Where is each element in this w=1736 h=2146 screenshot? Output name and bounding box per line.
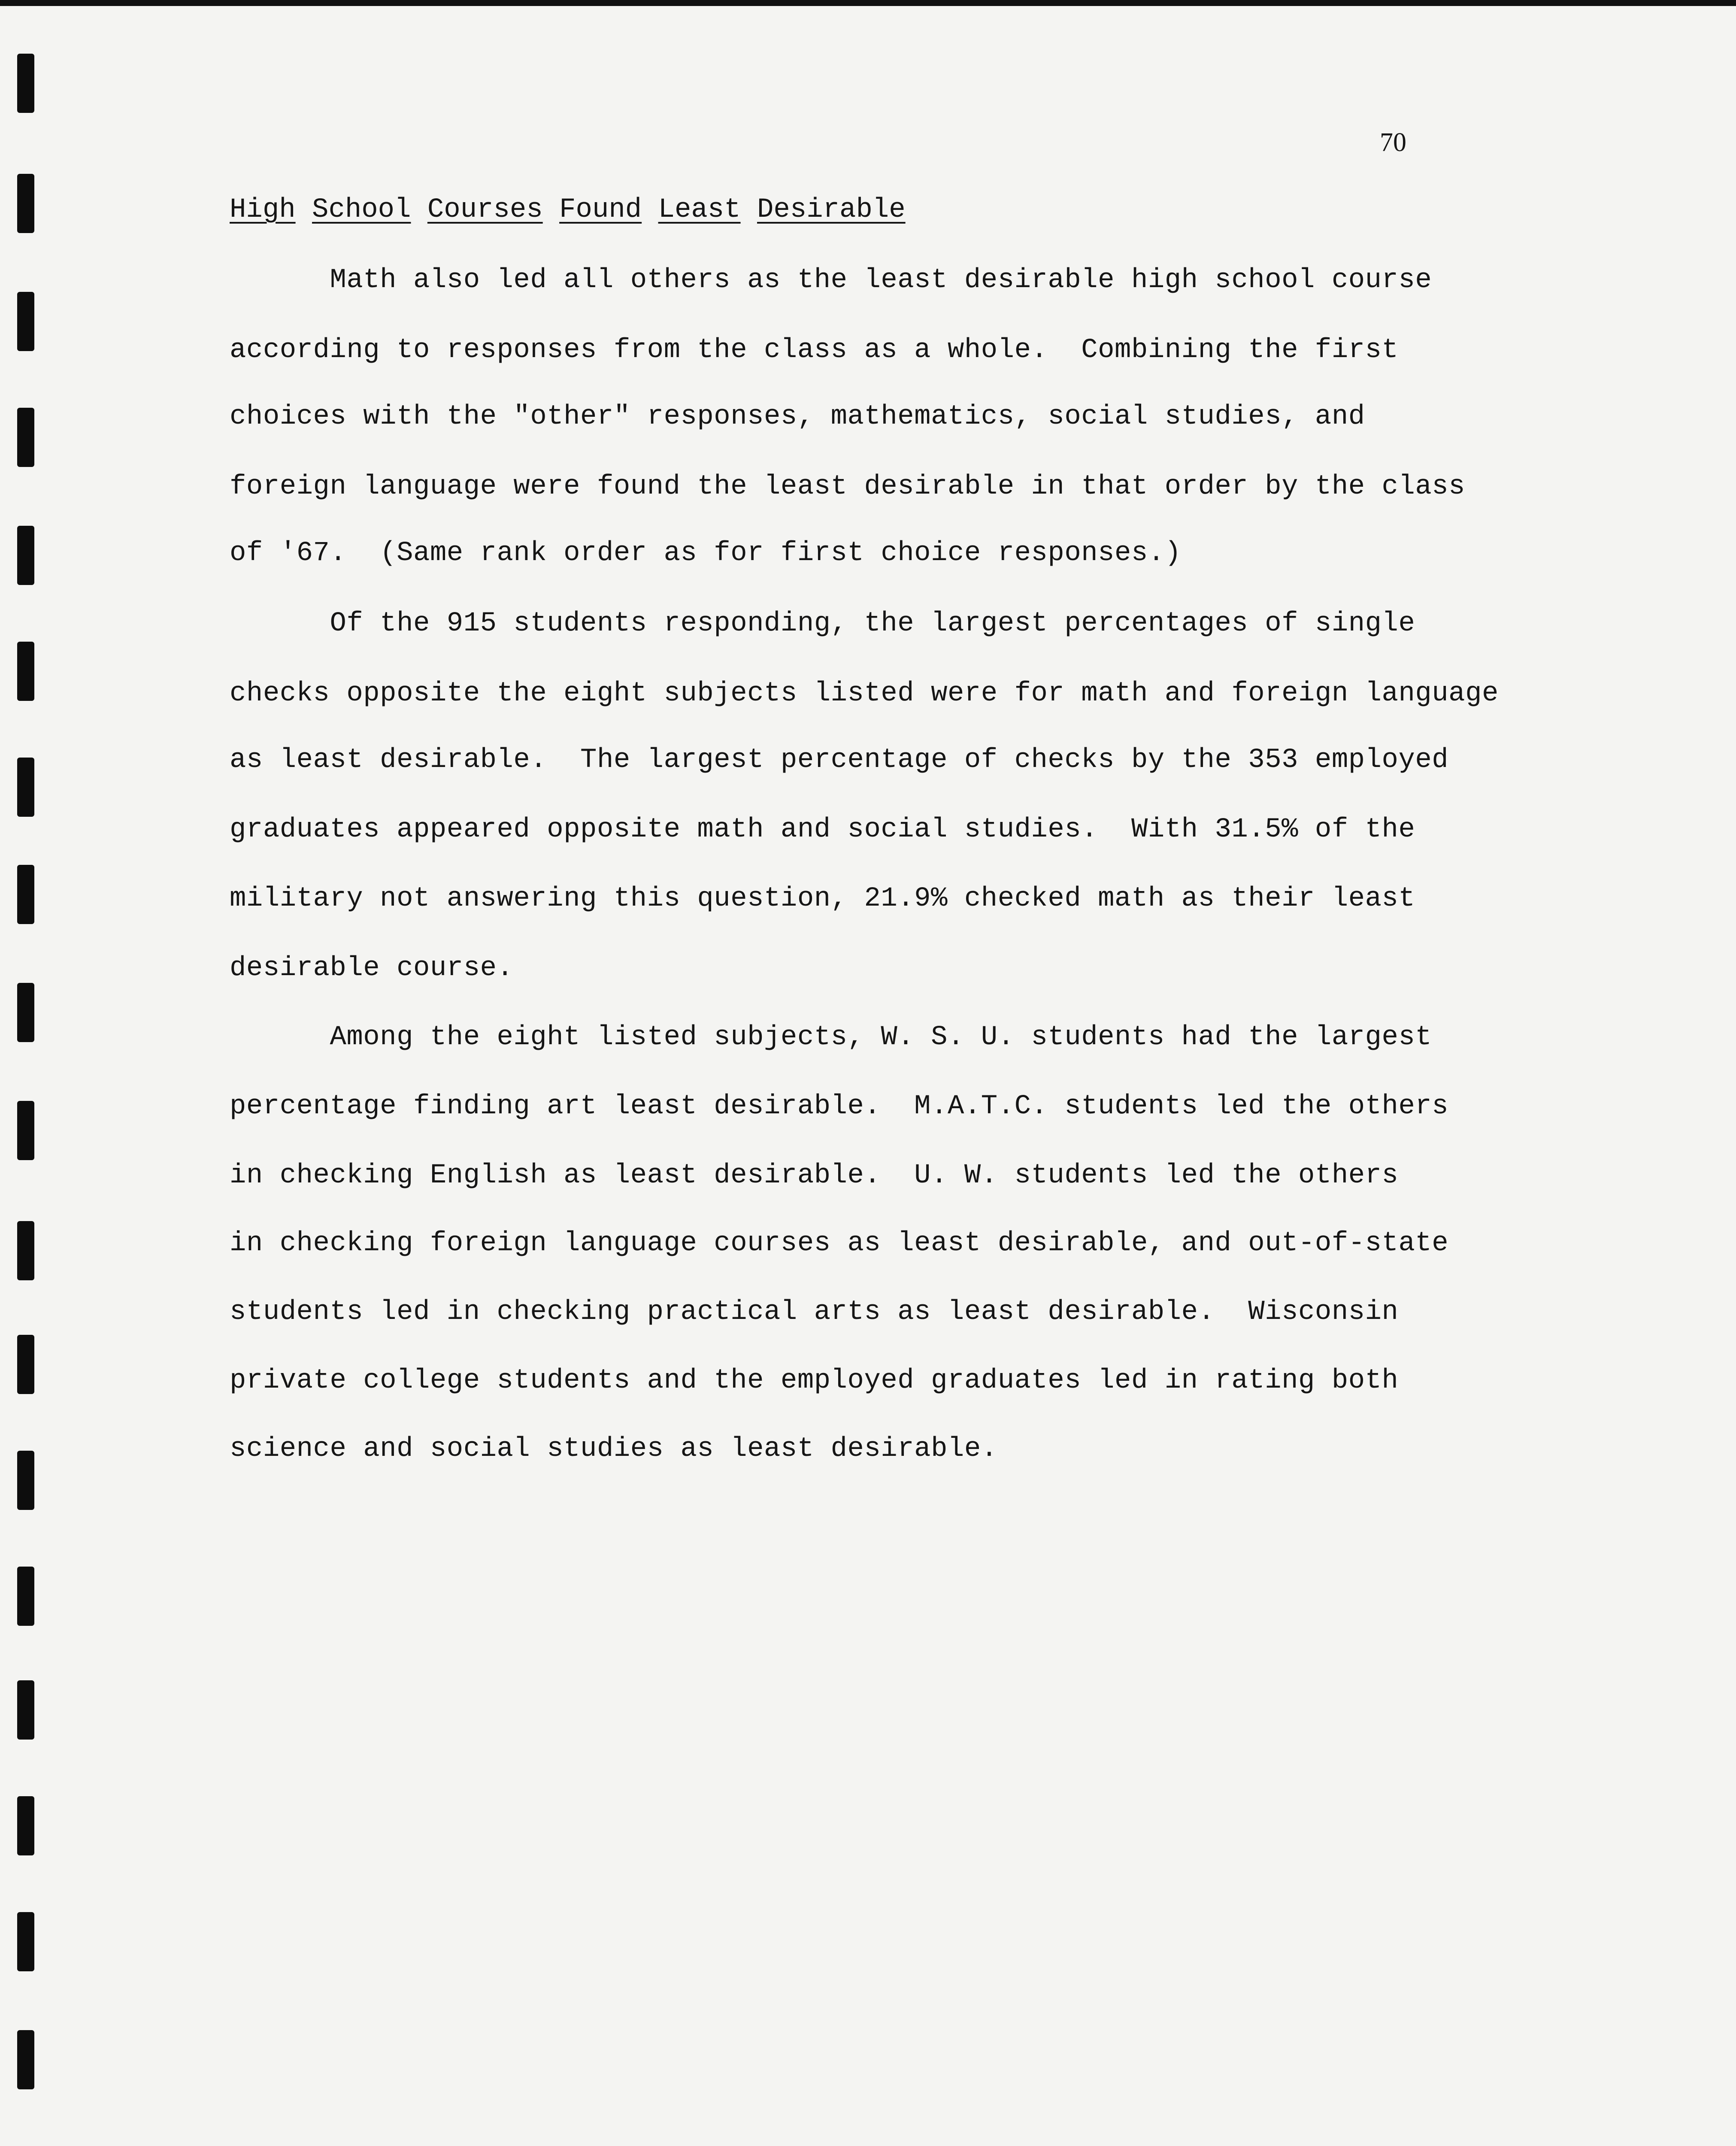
heading-word: High <box>230 194 296 225</box>
text-line: Math also led all others as the least desirable high school course <box>230 265 1432 296</box>
text-line: students led in checking practical arts as least desirable. Wisconsin <box>230 1297 1399 1328</box>
binding-hole <box>17 1796 34 1855</box>
binding-hole <box>17 1101 34 1160</box>
binding-hole <box>17 865 34 924</box>
binding-hole <box>17 1221 34 1280</box>
binding-hole <box>17 1335 34 1394</box>
text-line: as least desirable. The largest percentage of checks by the 353 employed <box>230 745 1449 776</box>
heading-word: Desirable <box>757 194 906 225</box>
binding-hole <box>17 983 34 1042</box>
binding-hole <box>17 1912 34 1971</box>
text-line: of '67. (Same rank order as for first choice responses.) <box>230 538 1182 569</box>
binding-hole <box>17 1567 34 1626</box>
binding-hole <box>17 758 34 817</box>
text-line: graduates appeared opposite math and social studies. With 31.5% of the <box>230 814 1415 845</box>
binding-hole <box>17 1680 34 1740</box>
text-line: private college students and the employed graduates led in rating both <box>230 1365 1399 1396</box>
heading-word: School <box>312 194 411 225</box>
binding-hole <box>17 642 34 701</box>
binding-holes <box>17 0 43 2146</box>
heading-word: Found <box>559 194 642 225</box>
binding-hole <box>17 174 34 233</box>
binding-hole <box>17 1451 34 1510</box>
binding-hole <box>17 2030 34 2089</box>
text-line: desirable course. <box>230 953 514 984</box>
section-heading <box>230 192 906 227</box>
text-line: Of the 915 students responding, the largest percentages of single <box>230 608 1415 639</box>
text-line: percentage finding art least desirable. M.A.T.C. students led the others <box>230 1091 1449 1122</box>
page-number: 70 <box>1380 128 1406 157</box>
text-line: in checking English as least desirable. U. W. students led the others <box>230 1160 1399 1191</box>
heading-word: Least <box>658 194 741 225</box>
text-line: according to responses from the class as a whole. Combining the first <box>230 335 1399 366</box>
binding-hole <box>17 526 34 585</box>
binding-hole <box>17 408 34 467</box>
heading-word: Courses <box>427 194 543 225</box>
text-line: in checking foreign language courses as least desirable, and out-of-state <box>230 1228 1449 1259</box>
text-line: foreign language were found the least desirable in that order by the class <box>230 471 1466 502</box>
text-line: Among the eight listed subjects, W. S. U. students had the largest <box>230 1022 1432 1053</box>
binding-hole <box>17 54 34 113</box>
binding-hole <box>17 292 34 351</box>
text-line: military not answering this question, 21.9% checked math as their least <box>230 883 1415 914</box>
text-line: checks opposite the eight subjects listed were for math and foreign language <box>230 678 1499 709</box>
text-line: science and social studies as least desirable. <box>230 1434 998 1464</box>
text-line: choices with the "other" responses, mathematics, social studies, and <box>230 401 1365 432</box>
page-top-edge <box>0 0 1736 6</box>
